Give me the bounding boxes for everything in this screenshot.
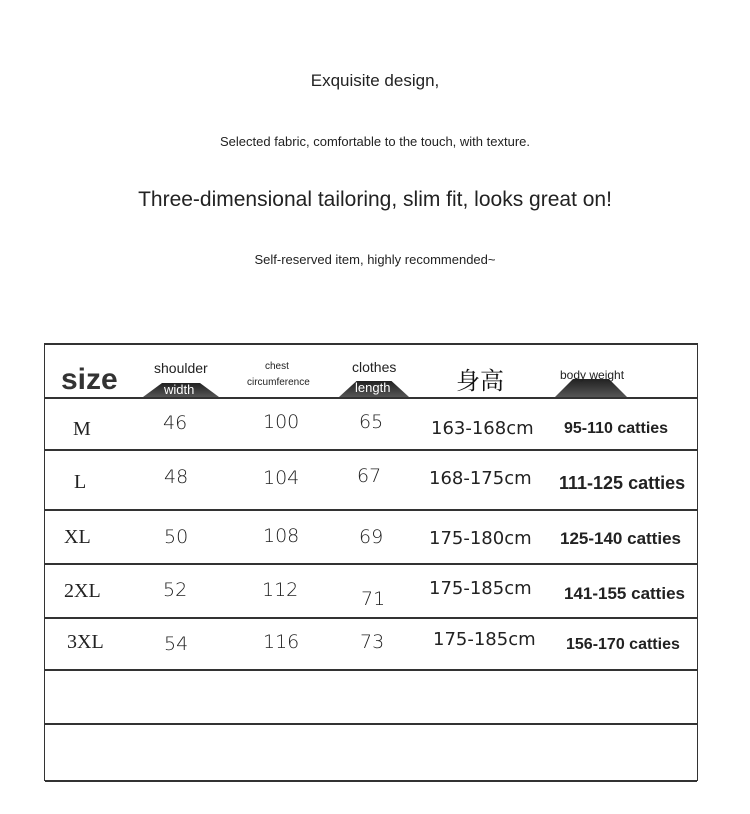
cell-height: 163-168cm <box>431 418 534 439</box>
cell-height: 175-180cm <box>429 528 532 549</box>
cell-length: 71 <box>361 588 386 610</box>
divider <box>45 723 697 725</box>
cell-length: 67 <box>357 465 382 487</box>
divider <box>45 509 697 511</box>
divider <box>45 343 697 345</box>
cell-weight: 111-125 catties <box>559 473 686 493</box>
divider <box>45 449 697 451</box>
header-circumference: circumference <box>247 377 310 388</box>
cell-size: 2XL <box>64 580 101 602</box>
size-table <box>44 343 698 781</box>
header-size: size <box>61 363 118 396</box>
cell-chest: 104 <box>263 467 300 489</box>
cell-height: 175-185cm <box>433 629 536 650</box>
cell-weight: 125-140 catties <box>560 529 681 548</box>
cell-chest: 112 <box>262 579 299 601</box>
cell-chest: 116 <box>263 631 300 653</box>
header-height: 身高 <box>456 368 504 395</box>
header-weight: body weight <box>560 368 625 382</box>
cell-shoulder: 52 <box>163 579 188 601</box>
cell-size: M <box>73 418 91 440</box>
cell-size: L <box>74 471 87 493</box>
cell-length: 65 <box>359 411 384 433</box>
cell-shoulder: 48 <box>164 466 189 488</box>
cell-size: XL <box>64 526 91 548</box>
intro-line-4: Self-reserved item, highly recommended~ <box>254 252 496 267</box>
divider <box>45 397 697 399</box>
cell-weight: 156-170 catties <box>566 636 680 653</box>
divider <box>45 617 697 619</box>
intro-line-3: Three-dimensional tailoring, slim fit, looks great on! <box>138 188 612 211</box>
cell-chest: 108 <box>263 525 300 547</box>
cell-height: 175-185cm <box>429 578 532 599</box>
header-shoulder: shoulder <box>154 360 208 376</box>
header-length: length <box>355 380 391 395</box>
divider <box>45 669 697 671</box>
intro-line-2: Selected fabric, comfortable to the touch, with texture. <box>220 134 530 149</box>
header-clothes: clothes <box>352 359 397 375</box>
cell-length: 69 <box>359 526 384 548</box>
cell-size: 3XL <box>67 631 104 653</box>
cell-height: 168-175cm <box>429 468 532 489</box>
cell-shoulder: 46 <box>163 412 188 434</box>
divider <box>45 780 697 782</box>
header-width: width <box>164 382 195 397</box>
cell-shoulder: 50 <box>164 526 189 548</box>
cell-weight: 141-155 catties <box>564 584 685 603</box>
divider <box>45 563 697 565</box>
intro-line-1: Exquisite design, <box>310 71 440 90</box>
cell-shoulder: 54 <box>164 633 189 655</box>
cell-length: 73 <box>360 631 385 653</box>
header-chest: chest <box>265 361 289 372</box>
cell-chest: 100 <box>263 411 300 433</box>
cell-weight: 95-110 catties <box>564 420 669 437</box>
